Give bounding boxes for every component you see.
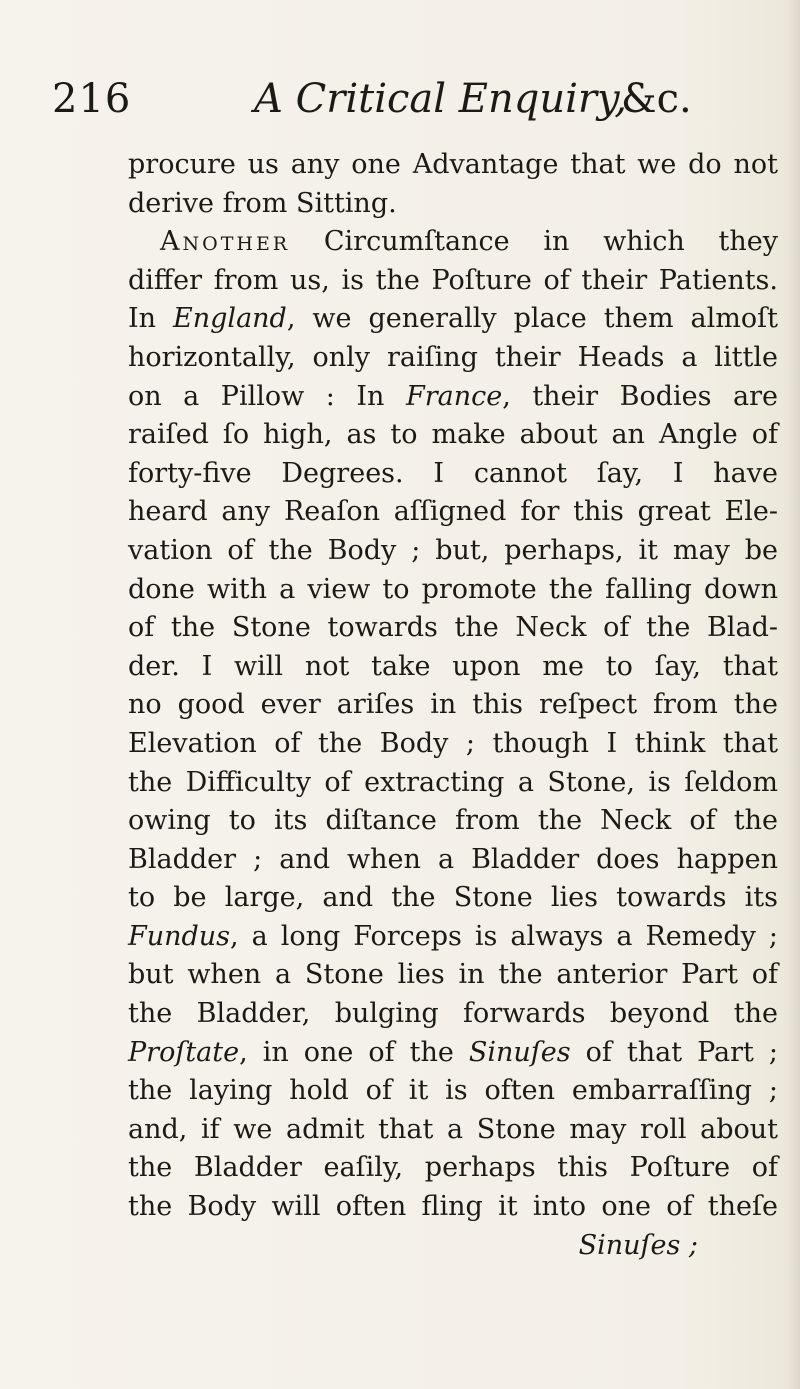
text-line: Proſtate, in one of the Sinuſes of that Part ; [128, 1036, 779, 1068]
text-line: horizontally, only raiſing their Heads a little [128, 341, 778, 373]
text-line: Bladder ; and when a Bladder does happen [128, 843, 778, 875]
text-line: but when a Stone lies in the anterior Part of [128, 959, 778, 991]
text-line: the Bladder eaſily, perhaps this Poſture of [128, 1152, 778, 1184]
text-line: derive from Sitting. [128, 187, 397, 219]
text-line: the laying hold of it is often embarraſſing ; [128, 1075, 778, 1107]
text-line: Fundus, a long Forceps is always a Remedy ; [128, 920, 778, 952]
text-line: differ from us, is the Poſture of their Patients. [128, 264, 778, 296]
text-line: Another Circumſtance in which they [160, 226, 778, 258]
text-line: and, if we admit that a Stone may roll about [128, 1113, 778, 1145]
page-edge-shadow [786, 0, 800, 1389]
text-line: owing to its diſtance from the Neck of the [128, 805, 778, 837]
catchword: Sinuſes ; [578, 1229, 698, 1261]
text-line: to be large, and the Stone lies towards its [128, 882, 778, 914]
text-line: vation of the Body ; but, perhaps, it may be [128, 534, 778, 566]
page-number: 216 [52, 76, 132, 122]
text-line: heard any Reaſon aſſigned for this great Ele- [128, 496, 778, 528]
running-head [52, 76, 792, 136]
body-text [128, 146, 778, 1265]
text-line: of the Stone towards the Neck of the Blad- [128, 612, 778, 644]
text-line: done with a view to promote the falling down [128, 573, 778, 605]
text-line: raiſed ſo high, as to make about an Angle of [128, 419, 778, 451]
text-line: In England, we generally place them almoſt [128, 303, 778, 335]
text-line: the Body will often fling it into one of theſe [128, 1191, 778, 1223]
running-title: A Critical Enquiry, [254, 76, 627, 122]
running-title-etc: &c. [621, 76, 692, 122]
text-line: the Bladder, bulging forwards beyond the [128, 998, 778, 1030]
text-line: Elevation of the Body ; though I think that [128, 727, 778, 759]
text-line: forty-five Degrees. I cannot ſay, I have [128, 457, 778, 489]
text-line: the Difficulty of extracting a Stone, is ſeldom [128, 766, 778, 798]
text-line: on a Pillow : In France, their Bodies are [128, 380, 778, 412]
text-line: der. I will not take upon me to ſay, that [128, 650, 778, 682]
text-line: procure us any one Advantage that we do not [128, 149, 778, 180]
text-line: no good ever ariſes in this reſpect from the [128, 689, 778, 721]
